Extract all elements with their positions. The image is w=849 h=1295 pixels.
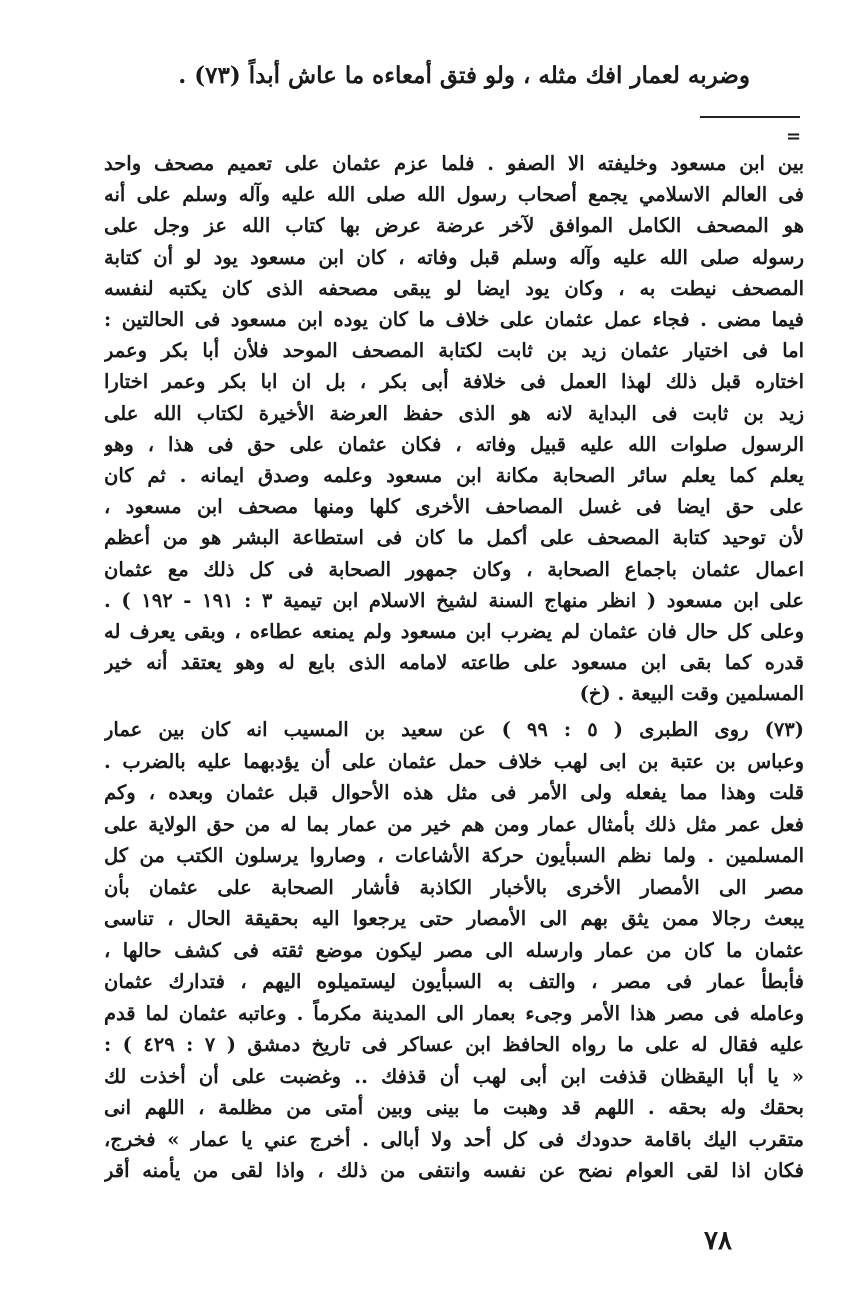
footnote-line: الرسول صلوات الله عليه قبيل وفاته ، فكان عثمان على حق فى هذا ، وهو [104, 432, 804, 456]
footnote-line: المسلمين . ولما نظم السبأيون حركة الأشاعات ، وصاروا يرسلون الكتب من كل [104, 844, 804, 867]
footnote-line: بحقك وله بحقه . اللهم قد وهبت ما بينى وبين أمتى من مظلمة ، اللهم انى [104, 1096, 804, 1119]
footnote-line: يعلم كما يعلم سائر الصحابة مكانة ابن مسعود وعلمه وصدق ايمانه . ثم كان [104, 464, 804, 488]
footnote-line: المصحف نيطت به ، وكان يود ايضا لو يبقى مصحفه الذى كان يكتبه لنفسه [104, 276, 804, 300]
footnote-73 [104, 714, 804, 1187]
footnote-line: زيد بن ثابت فى البداية لانه هو الذى حفظ العرضة الأخيرة لكتاب الله على [104, 401, 804, 425]
footnote-line: وعباس بن عتبة بن ابى لهب خلاف حمل عثمان على أن يؤدبهما عليه بالضرب . [104, 749, 804, 773]
footnote-line: (٧٣) روى الطبرى ( ٥ : ٩٩ ) عن سعيد بن المسيب انه كان بين عمار [104, 718, 804, 741]
main-text [100, 58, 750, 94]
footnote-line: فى العالم الاسلامي يجمع أصحاب رسول الله صلى الله عليه وآله وسلم على أنه [104, 183, 804, 207]
footnote-continuation [104, 148, 804, 710]
footnote-line: فأبطأ عمار فى مصر ، والتف به السبأيون ليستميلوه اليهم ، فتدارك عثمان [104, 970, 804, 993]
footnote-line: اعمال عثمان باجماع الصحابة ، وكان جمهور الصحابة فى كل ذلك مع عثمان [104, 557, 804, 581]
footnote-line: قدره كما بقى ابن مسعود على طاعته لامامه الذى بايع له وهو يعتقد أنه خير [104, 651, 804, 675]
footnote-line: قلت وهذا مما يفعله ولى الأمر فى مثل هذه الأحوال قبل عثمان وبعده ، وكم [104, 781, 804, 804]
footnote-line: فعل عمر مثل ذلك بأمثال عمار ومن هم خير من عمار بما له من حق الولاية على [104, 812, 804, 836]
continuation-mark: = [786, 126, 802, 147]
footnote-line: « يا أبا اليقظان قذفت ابن أبى لهب أن قذفك .. وغضبت على أن أخذت لك [104, 1064, 804, 1088]
footnote-line: لأن توحيد كتابة المصحف على أكمل ما كان فى استطاعة البشر هو من أعظم [104, 526, 804, 550]
footnote-line: رسوله صلى الله عليه وآله وسلم قبل وفاته ، كان ابن مسعود يود لو أن كتابة [104, 245, 804, 269]
footnote-line: اما فى اختيار عثمان زيد بن ثابت لكتابة المصحف الموحد فلأن أبا بكر وعمر [104, 339, 804, 363]
footnote-line: فيما مضى . فجاء عمل عثمان على خلاف ما كان يوده ابن مسعود فى الحالتين : [104, 308, 804, 332]
main-text-line: وضربه لعمار افك مثله ، ولو فتق أمعاءه ما عاش أبداً (٧٣) . [178, 62, 750, 89]
footnote-line: بين ابن مسعود وخليفته الا الصفو . فلما عزم عثمان على تعميم مصحف واحد [104, 152, 804, 175]
footnote-line: على حق ايضا فى غسل المصاحف الأخرى كلها ومنها مصحف ابن مسعود ، [104, 495, 804, 519]
footnote-line: فكان اذا لقى العوام نضح عن نفسه وانتفى من ذلك ، واذا لقى من يأمنه أقر [104, 1159, 804, 1182]
footnote-line: وعامله فى مصر هذا الأمر وجىء بعمار الى المدينة مكرماً . وعاتبه عثمان لما قدم [104, 1001, 804, 1025]
footnote-line: متقرب اليك باقامة حدودك فى كل أحد ولا أبالى . أخرج عني يا عمار » فخرج، [104, 1127, 804, 1151]
footnote-line: يبعث رجالا ممن يثق بهم الى الأمصار حتى يرجعوا اليه بحقيقة الحال ، تناسى [104, 907, 804, 930]
footnote-line: مصر الى الأمصار الأخرى بالأخبار الكاذبة فأشار الصحابة على عثمان بأن [104, 875, 804, 899]
footnote-line: المسلمين وقت البيعة . (خ) [579, 682, 804, 706]
footnote-line: عثمان ما كان من عمار وارسله الى مصر ليكون موضع ثقته فى كشف حالها ، [104, 938, 804, 962]
footnote-line: عليه فقال له على ما رواه الحافظ ابن عساكر فى تاريخ دمشق ( ٧ : ٤٢٩ ) : [104, 1033, 804, 1056]
footnote-separator-rule [700, 116, 800, 118]
footnote-line: اختاره قبل ذلك لهذا العمل فى خلافة أبى بكر ، بل ان ابا بكر وعمر اختارا [104, 370, 804, 394]
footnote-line: على ابن مسعود ( انظر منهاج السنة لشيخ الاسلام ابن تيمية ٣ : ١٩١ - ١٩٢ ) . [104, 588, 804, 612]
page-number: ٧٨ [704, 1226, 732, 1256]
footnote-line: وعلى كل حال فان عثمان لم يضرب ابن مسعود ولم يمنعه عطاءه ، وبقى يعرف له [104, 620, 804, 644]
footnote-line: هو المصحف الكامل الموافق لآخر عرضة عرض بها كتاب الله عز وجل على [104, 214, 804, 238]
